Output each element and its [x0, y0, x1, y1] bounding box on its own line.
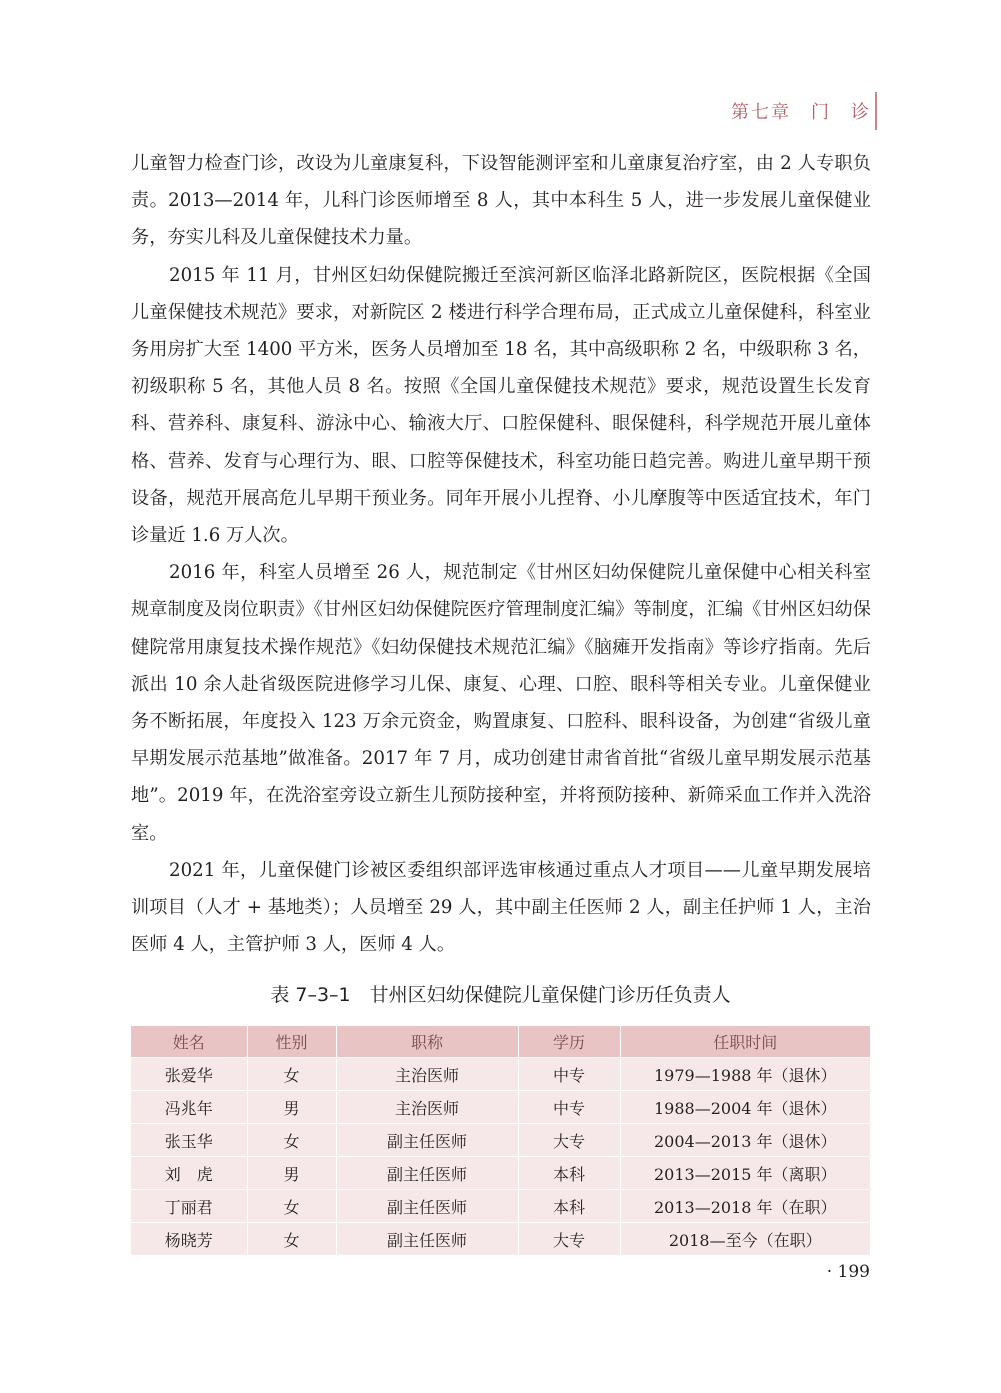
running-title: 第七章 门 诊 — [731, 102, 871, 123]
table-row — [131, 1058, 870, 1091]
table-caption: 表 7–3–1 甘州区妇幼保健院儿童保健门诊历任负责人 — [270, 984, 731, 1006]
leaders-table — [131, 1026, 870, 1255]
table-cell: 2018—至今（在职） — [620, 1223, 870, 1256]
page-number: · 199 — [826, 1262, 870, 1282]
running-header — [731, 98, 871, 124]
table-cell: 男 — [247, 1091, 336, 1124]
header-divider — [875, 92, 877, 130]
column-header: 性别 — [247, 1026, 336, 1058]
table-cell: 男 — [247, 1157, 336, 1190]
table-cell: 副主任医师 — [336, 1124, 518, 1157]
paragraph: 儿童智力检查门诊，改设为儿童康复科，下设智能测评室和儿童康复治疗室，由 2 人专职负责。2013—2014 年，儿科门诊医师增至 8 人，其中本科生 5 人，进一步发展儿童保健业务，夯实儿科及儿童保健技术力量。 — [131, 153, 871, 249]
column-header: 职称 — [336, 1026, 518, 1058]
table-cell: 2013—2018 年（在职） — [620, 1190, 870, 1223]
table-cell: 本科 — [518, 1157, 620, 1190]
table-cell: 刘 虎 — [131, 1157, 247, 1190]
column-header: 任职时间 — [620, 1026, 870, 1058]
table-cell: 副主任医师 — [336, 1223, 518, 1256]
table-cell: 2004—2013 年（退休） — [620, 1124, 870, 1157]
table-cell: 1988—2004 年（退休） — [620, 1091, 870, 1124]
column-header: 学历 — [518, 1026, 620, 1058]
table-cell: 中专 — [518, 1091, 620, 1124]
paragraph: 2015 年 11 月，甘州区妇幼保健院搬迁至滨河新区临泽北路新院区，医院根据《全国儿童保健技术规范》要求，对新院区 2 楼进行科学合理布局，正式成立儿童保健科，科室业务用房扩大至 1400 平方米，医务人员增加至 18 名，其中高级职称 2 名，中级职称 3 名，初级职称 5 名，其他人员 8 名。按照《全国儿童保健技术规范》要求，规范设置生长发育科、营养科、康复科、游泳中心、输液大厅、口腔保健科、眼保健科，科学规范开展儿童体格、营养、发育与心理行为、眼、口腔等保健技术，科室功能日趋完善。购进儿童早期干预设备，规范开展高危儿早期干预业务。同年开展小儿捏脊、小儿摩腹等中医适宜技术，年门诊量近 1.6 万人次。 — [131, 264, 871, 547]
paragraph: 2016 年，科室人员增至 26 人，规范制定《甘州区妇幼保健院儿童保健中心相关科室规章制度及岗位职责》《甘州区妇幼保健院医疗管理制度汇编》等制度，汇编《甘州区妇幼保健院常用康复技术操作规范》《妇幼保健技术规范汇编》《脑瘫开发指南》等诊疗指南。先后派出 10 余人赴省级医院进修学习儿保、康复、心理、口腔、眼科等相关专业。儿童保健业务不断拓展，年度投入 123 万余元资金，购置康复、口腔科、眼科设备，为创建“省级儿童早期发展示范基地”做准备。2017 年 7 月，成功创建甘肃省首批“省级儿童早期发展示范基地”。2019 年，在洗浴室旁设立新生儿预防接种室，并将预防接种、新筛采血工作并入洗浴室。 — [131, 562, 871, 844]
table-cell: 大专 — [518, 1124, 620, 1157]
table-cell: 丁丽君 — [131, 1190, 247, 1223]
table-row — [131, 1190, 870, 1223]
table-cell: 张爱华 — [131, 1058, 247, 1091]
table-row — [131, 1124, 870, 1157]
table-cell: 中专 — [518, 1058, 620, 1091]
table-cell: 女 — [247, 1190, 336, 1223]
column-header: 姓名 — [131, 1026, 247, 1058]
table-cell: 主治医师 — [336, 1058, 518, 1091]
table-cell: 2013—2015 年（离职） — [620, 1157, 870, 1190]
table-cell: 大专 — [518, 1223, 620, 1256]
table-row — [131, 1091, 870, 1124]
table-cell: 杨晓芳 — [131, 1223, 247, 1256]
table-cell: 女 — [247, 1223, 336, 1256]
table-cell: 女 — [247, 1058, 336, 1091]
table-cell: 副主任医师 — [336, 1157, 518, 1190]
table-header-row — [131, 1026, 870, 1058]
table-cell: 张玉华 — [131, 1124, 247, 1157]
table-cell: 1979—1988 年（退休） — [620, 1058, 870, 1091]
table-cell: 冯兆年 — [131, 1091, 247, 1124]
table-cell: 女 — [247, 1124, 336, 1157]
paragraph: 2021 年，儿童保健门诊被区委组织部评选审核通过重点人才项目——儿童早期发展培训项目（人才 + 基地类）；人员增至 29 人，其中副主任医师 2 人，副主任护师 1 人，主治医师 4 人，主管护师 3 人，医师 4 人。 — [131, 859, 871, 956]
table-row — [131, 1157, 870, 1190]
table-cell: 本科 — [518, 1190, 620, 1223]
body-text — [131, 145, 871, 963]
table-cell: 副主任医师 — [336, 1190, 518, 1223]
table-cell: 主治医师 — [336, 1091, 518, 1124]
table-row — [131, 1223, 870, 1256]
